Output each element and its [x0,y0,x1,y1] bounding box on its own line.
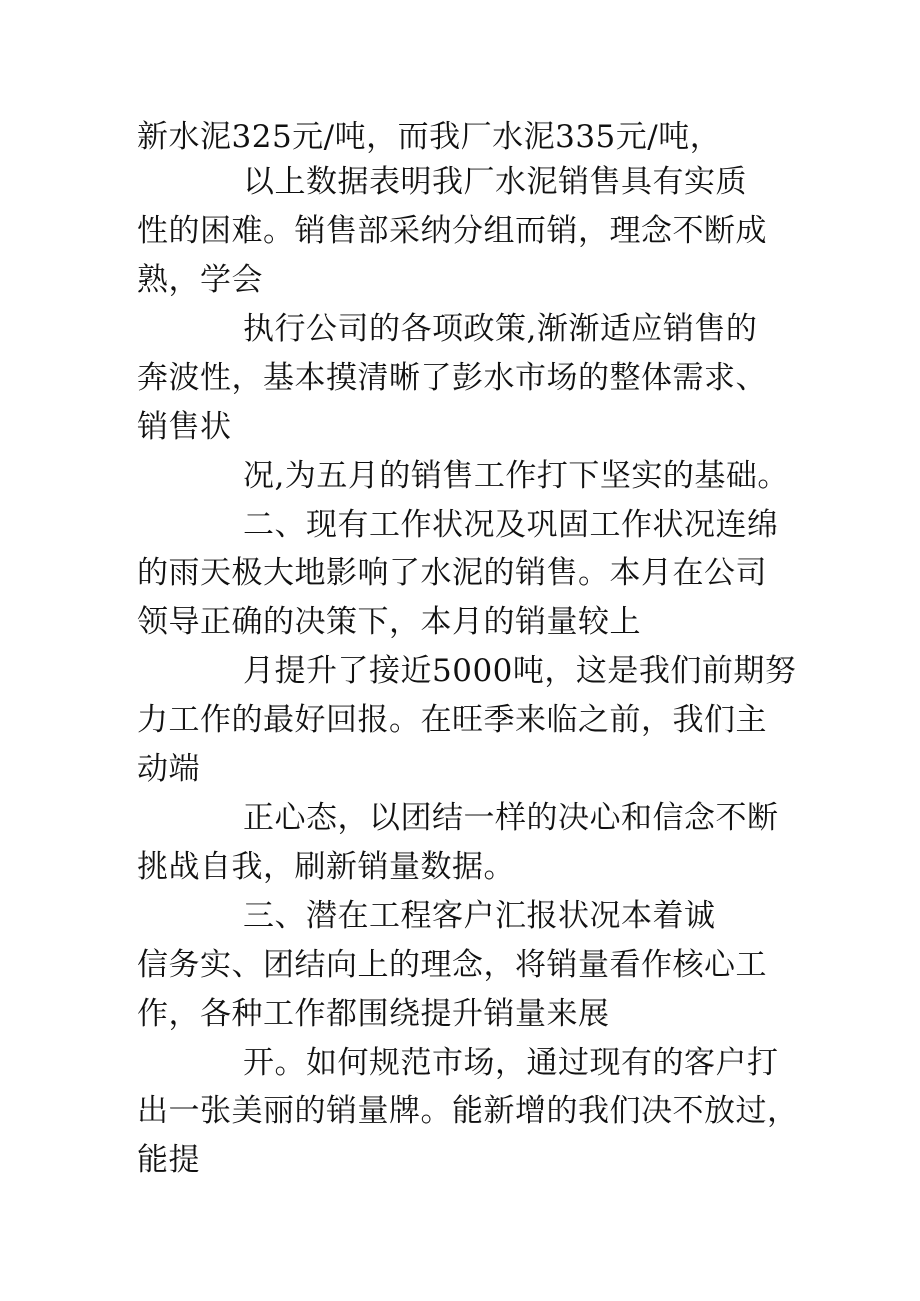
text-line: 月提升了接近5000吨，这是我们前期努 [243,653,797,689]
text-line: 熟，学会 [137,262,263,298]
text-line: 力工作的最好回报。在旺季来临之前，我们主 [137,702,767,738]
text-line: 出一张美丽的销量牌。能新增的我们决不放过， [137,1093,799,1129]
text-line: 正心态，以团结一样的决心和信念不断 [243,800,779,836]
text-line: 以上数据表明我厂水泥销售具有实质 [243,164,747,200]
text-line: 信务实、团结向上的理念，将销量看作核心工 [137,947,767,983]
text-line: 能提 [137,1142,200,1178]
text-line: 作，各种工作都围绕提升销量来展 [137,996,610,1032]
text-line: 况,为五月的销售工作打下坚实的基础。 [243,458,789,494]
text-line: 开。如何规范市场，通过现有的客户打 [243,1045,779,1081]
text-line: 挑战自我，刷新销量数据。 [137,849,515,885]
text-line: 领导正确的决策下，本月的销量较上 [137,604,641,640]
text-line: 销售状 [137,409,232,445]
text-line: 性的困难。销售部采纳分组而销，理念不断成 [137,213,767,249]
text-line: 执行公司的各项政策,渐渐适应销售的 [243,311,758,347]
text-line: 新水泥325元/吨，而我厂水泥335元/吨， [137,119,722,155]
text-line: 三、潜在工程客户汇报状况本着诚 [243,898,716,934]
text-line: 动端 [137,751,200,787]
text-line: 奔波性，基本摸清晰了彭水市场的整体需求、 [137,360,767,396]
text-line: 的雨天极大地影响了水泥的销售。本月在公司 [137,555,767,591]
text-line: 二、现有工作状况及巩固工作状况连绵 [243,507,779,543]
